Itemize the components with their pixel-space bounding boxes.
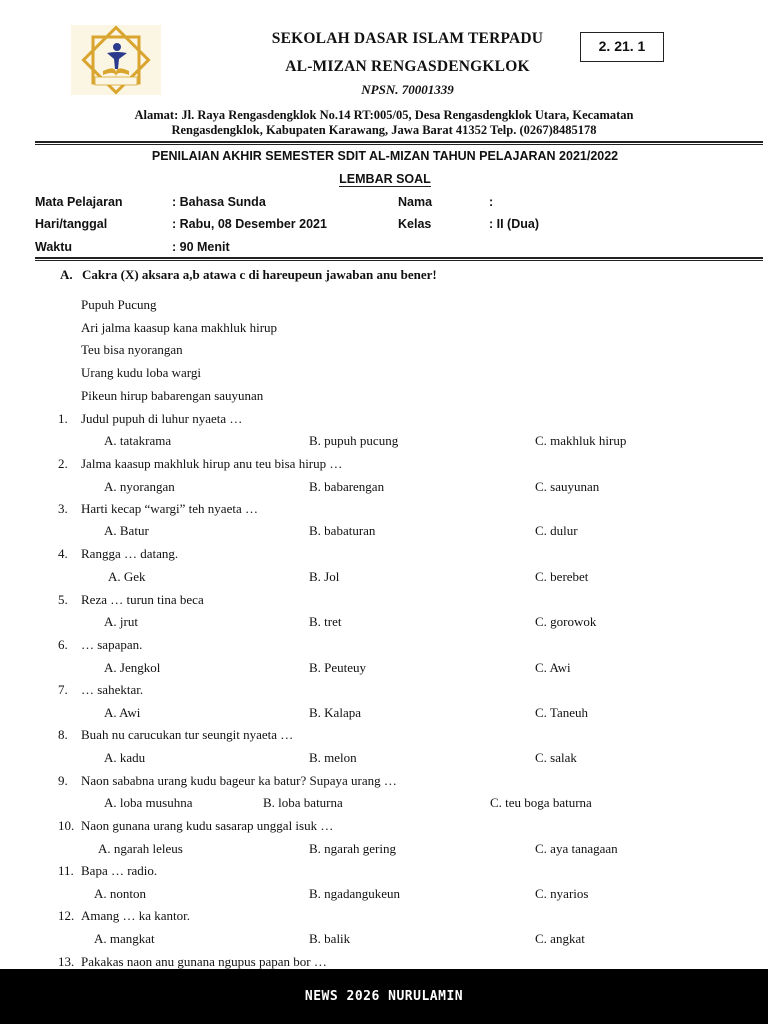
option-c: C. salak: [535, 750, 577, 765]
header-divider-thin: [35, 144, 763, 145]
question-text: Buah nu carucukan tur seungit nyaeta …: [81, 727, 294, 742]
question-number: 1.: [58, 411, 68, 426]
question-text: Reza … turun tina beca: [81, 592, 204, 607]
option-c: C. gorowok: [535, 614, 597, 629]
option-c: C. angkat: [535, 931, 585, 946]
info-divider-thin: [35, 260, 763, 261]
option-b: B. melon: [309, 750, 357, 765]
name-label: Nama: [398, 195, 433, 209]
option-a: A. loba musuhna: [104, 795, 193, 810]
date-label: Hari/tanggal: [35, 217, 108, 231]
address-line2: Rengasdengklok, Kabupaten Karawang, Jawa Barat 41352 Telp. (0267)8485178: [171, 123, 597, 137]
option-c: C. dulur: [535, 523, 578, 538]
option-b: B. tret: [309, 614, 342, 629]
option-b: B. pupuh pucung: [309, 433, 399, 448]
question-text: Bapa … radio.: [81, 863, 158, 878]
option-c: C. teu boga baturna: [490, 795, 592, 810]
question-number: 4.: [58, 546, 68, 561]
option-c: C. Taneuh: [535, 705, 589, 720]
address-line1: Alamat: Jl. Raya Rengasdengklok No.14 RT:005/05, Desa Rengasdengklok Utara, Kecamatan: [134, 108, 634, 122]
document-code-box: 2. 21. 1: [580, 32, 664, 62]
footer-banner: [0, 969, 768, 1024]
option-a: A. Gek: [108, 569, 146, 584]
question-text: Naon sababna urang kudu bageur ka batur? Supaya urang …: [81, 773, 397, 788]
poem-line: Urang kudu loba wargi: [81, 365, 201, 380]
option-a: A. tatakrama: [104, 433, 172, 448]
date-value: : Rabu, 08 Desember 2021: [172, 217, 327, 231]
section-a-letter: A.: [60, 267, 73, 282]
option-a: A. nonton: [94, 886, 146, 901]
logo-figure-head: [113, 43, 121, 51]
option-c: C. nyarios: [535, 886, 589, 901]
question-text: … sapapan.: [81, 637, 143, 652]
option-a: A. Awi: [104, 705, 141, 720]
poem-line: Ari jalma kaasup kana makhluk hirup: [81, 320, 278, 335]
poem-line: Pikeun hirup babarengan sauyunan: [81, 388, 264, 403]
question-number: 8.: [58, 727, 68, 742]
option-b: B. ngarah gering: [309, 841, 397, 856]
logo-banner: [95, 77, 137, 85]
option-a: A. Batur: [104, 523, 149, 538]
poem-line: Pupuh Pucung: [81, 297, 157, 312]
class-label: Kelas: [398, 217, 432, 231]
question-number: 9.: [58, 773, 68, 788]
question-number: 2.: [58, 456, 68, 471]
npsn-number: NPSN. 70001339: [361, 82, 454, 97]
question-text: Pakakas naon anu gunana ngupus papan bor …: [81, 954, 327, 969]
time-value: : 90 Menit: [172, 240, 230, 254]
question-number: 3.: [58, 501, 68, 516]
option-a: A. Jengkol: [104, 660, 161, 675]
question-number: 10.: [58, 818, 75, 833]
time-label: Waktu: [35, 240, 73, 254]
option-b: B. Peuteuy: [309, 660, 367, 675]
question-number: 12.: [58, 908, 75, 923]
option-b: B. babaturan: [309, 523, 376, 538]
option-c: C. sauyunan: [535, 479, 600, 494]
question-number: 7.: [58, 682, 68, 697]
question-text: Jalma kaasup makhluk hirup anu teu bisa hirup …: [81, 456, 343, 471]
question-number: 6.: [58, 637, 68, 652]
option-a: A. nyorangan: [104, 479, 175, 494]
option-a: A. mangkat: [94, 931, 155, 946]
question-text: Rangga … datang.: [81, 546, 179, 561]
question-text: Harti kecap “wargi” teh nyaeta …: [81, 501, 258, 516]
option-b: B. loba baturna: [263, 795, 343, 810]
question-text: Judul pupuh di luhur nyaeta …: [81, 411, 243, 426]
option-a: A. ngarah leleus: [98, 841, 183, 856]
option-a: A. kadu: [104, 750, 146, 765]
class-value: : II (Dua): [489, 217, 539, 231]
option-c: C. aya tanagaan: [535, 841, 618, 856]
subject-value: : Bahasa Sunda: [172, 195, 266, 209]
option-b: B. Jol: [309, 569, 340, 584]
option-c: C. makhluk hirup: [535, 433, 627, 448]
poem-line: Teu bisa nyorangan: [81, 342, 183, 357]
option-b: B. ngadangukeun: [309, 886, 400, 901]
question-text: … sahektar.: [81, 682, 144, 697]
sheet-title: [35, 172, 735, 186]
school-name-line2: AL-MIZAN RENGASDENGKLOK: [285, 58, 530, 75]
question-text: Amang … ka kantor.: [81, 908, 191, 923]
question-number: 13.: [58, 954, 75, 969]
question-number: 5.: [58, 592, 68, 607]
option-b: B. Kalapa: [309, 705, 361, 720]
question-number: 11.: [58, 863, 74, 878]
exam-title: PENILAIAN AKHIR SEMESTER SDIT AL-MIZAN TAHUN PELAJARAN 2021/2022: [151, 149, 619, 163]
option-b: B. babarengan: [309, 479, 385, 494]
option-c: C. berebet: [535, 569, 589, 584]
option-a: A. jrut: [104, 614, 138, 629]
school-name-line1: SEKOLAH DASAR ISLAM TERPADU: [271, 30, 544, 47]
subject-label: Mata Pelajaran: [35, 195, 123, 209]
question-text: Naon gunana urang kudu sasarap unggal isuk …: [81, 818, 334, 833]
option-c: C. Awi: [535, 660, 571, 675]
section-a-heading: [60, 267, 437, 283]
header-divider: [35, 141, 763, 143]
footer-text: NEWS 2026 NURULAMIN: [304, 989, 464, 1004]
option-b: B. balik: [309, 931, 351, 946]
name-value: :: [489, 195, 494, 209]
info-divider: [35, 257, 763, 259]
sheet-title-text: LEMBAR SOAL: [339, 172, 431, 186]
school-logo: [71, 25, 161, 95]
section-a-instruction: Cakra (X) aksara a,b atawa c di hareupeun jawaban anu bener!: [82, 267, 437, 282]
